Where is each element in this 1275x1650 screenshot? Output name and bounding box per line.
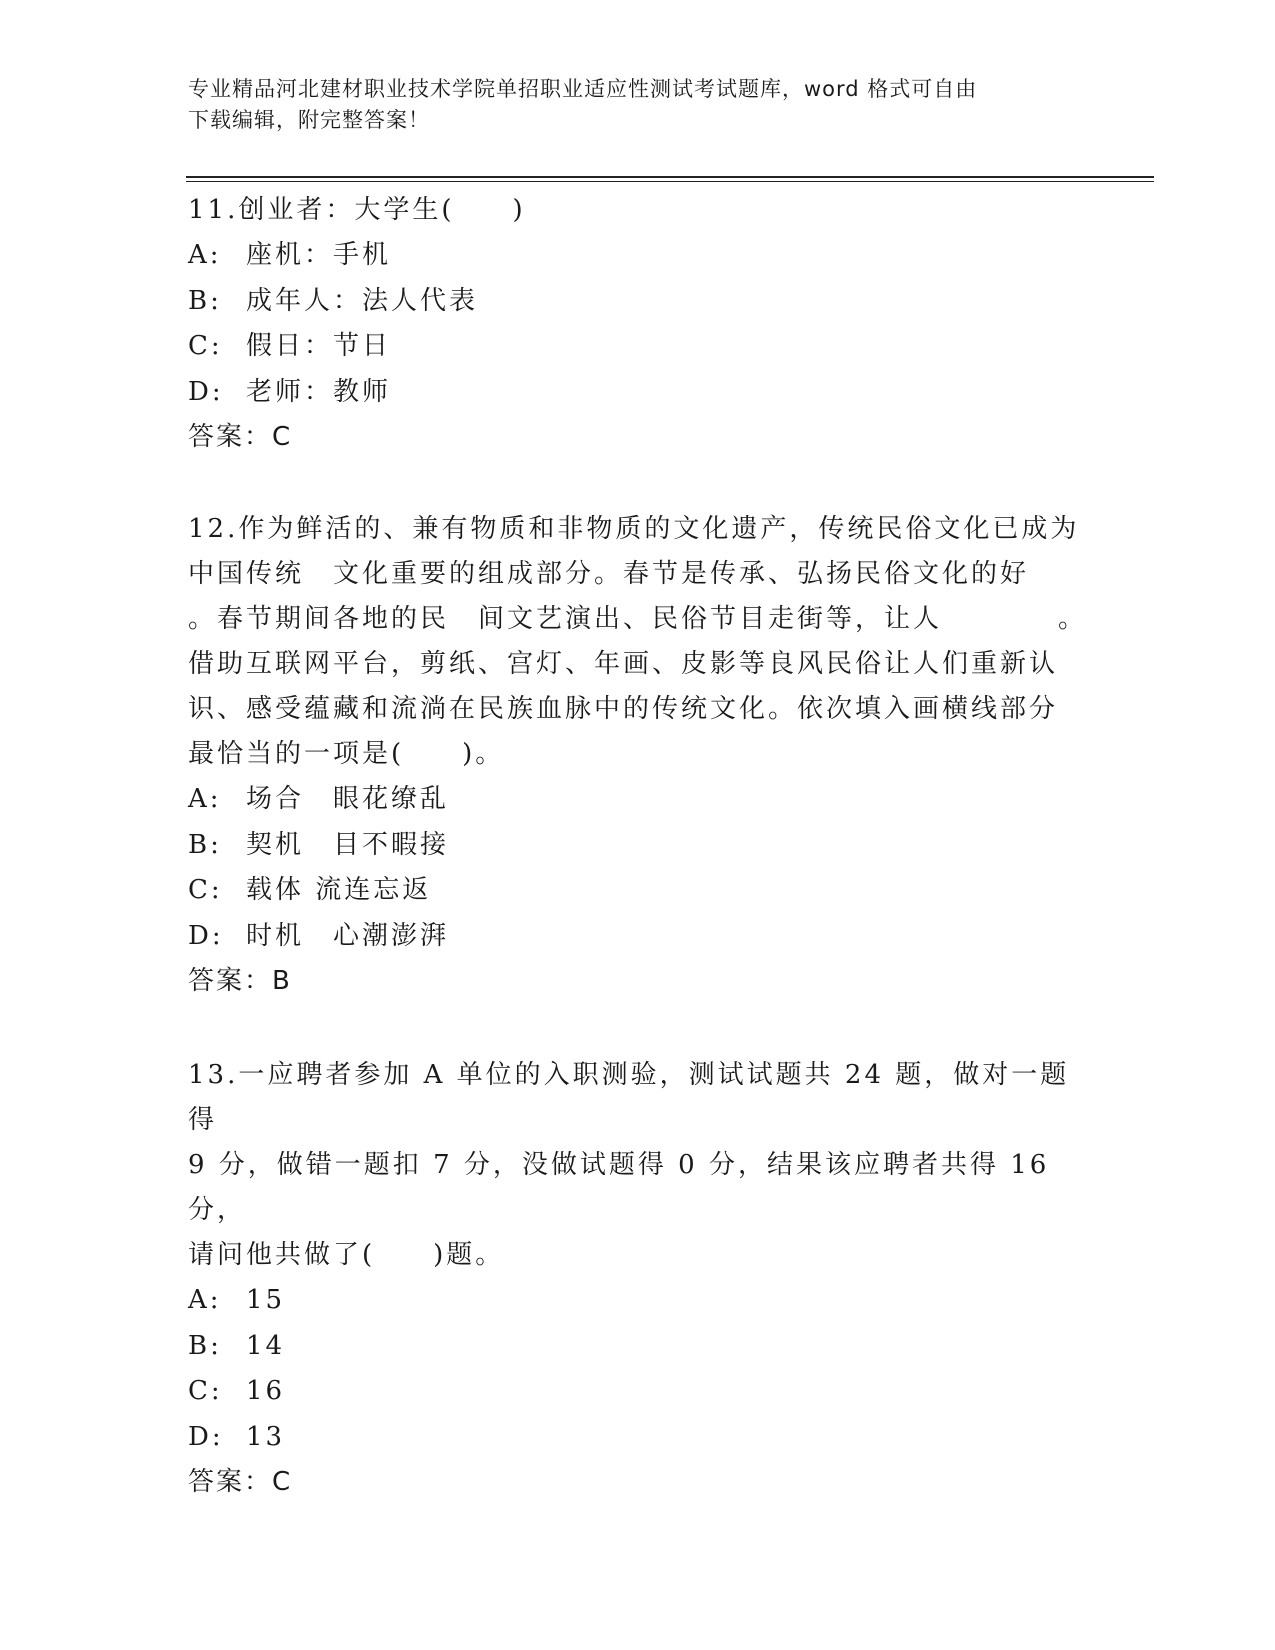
question-12 (188, 507, 1088, 1004)
option-text: 时机 心潮澎湃 (246, 920, 450, 951)
question-stem-line: 中国传统 文化重要的组成部分。春节是传承、弘扬民俗文化的好 (188, 559, 1030, 589)
header-line-2: 下载编辑，附完整答案！ (188, 108, 430, 132)
question-stem-line: 9 分，做错一题扣 7 分，没做试题得 0 分，结果该应聘者共得 16 分， (188, 1150, 1061, 1225)
option-text: 16 (246, 1376, 286, 1406)
answer-line: 答案：C (188, 1467, 293, 1497)
option-text: 契机 目不暇接 (246, 829, 450, 860)
option-letter: D: (188, 920, 224, 951)
answer-line: 答案：C (188, 422, 293, 452)
question-stem-line: 13.一应聘者参加 A 单位的入职测验，测试试题共 24 题，做对一题得 (188, 1060, 1070, 1135)
option-text: 15 (246, 1285, 286, 1315)
option-text: 座机：手机 (246, 240, 392, 270)
option-d (188, 370, 1088, 416)
option-c (188, 324, 1088, 370)
option-letter: D: (188, 1421, 224, 1452)
option-letter: A: (188, 1285, 222, 1315)
option-letter: B: (188, 829, 222, 860)
option-letter: D: (188, 376, 224, 407)
option-d (188, 1415, 1088, 1461)
option-text: 载体 流连忘返 (246, 875, 432, 905)
option-text: 成年人：法人代表 (246, 285, 479, 316)
question-stem-line: 识、感受蕴藏和流淌在民族血脉中的传统文化。依次填入画横线部分 (188, 694, 1059, 724)
option-letter: C: (188, 1376, 223, 1406)
option-c (188, 868, 1088, 914)
option-letter: B: (188, 1330, 222, 1361)
option-text: 老师：教师 (246, 376, 392, 407)
option-a (188, 1278, 1088, 1324)
option-a (188, 777, 1088, 823)
option-letter: A: (188, 784, 222, 814)
option-letter: C: (188, 875, 223, 905)
question-stem-line: 请问他共做了( )题。 (188, 1240, 505, 1270)
header-divider-thin (186, 181, 1154, 182)
option-c (188, 1369, 1088, 1415)
option-letter: A: (188, 240, 222, 270)
header-divider-thick (186, 176, 1154, 178)
option-b (188, 1324, 1088, 1370)
question-stem-line: 最恰当的一项是( )。 (188, 739, 505, 769)
question-stem-line: 12.作为鲜活的、兼有物质和非物质的文化遗产，传统民俗文化已成为 (188, 514, 1080, 544)
question-13 (188, 1053, 1088, 1505)
option-b (188, 823, 1088, 869)
option-a (188, 233, 1088, 279)
question-stem-line: 借助互联网平台，剪纸、宫灯、年画、皮影等良风民俗让人们重新认 (188, 649, 1059, 679)
question-stem-line: 。春节期间各地的民 间文艺演出、民俗节目走街等，让人 。 (188, 604, 1088, 634)
question-stem: 11.创业者：大学生( ) (188, 195, 526, 225)
option-text: 场合 眼花缭乱 (246, 784, 450, 814)
option-b (188, 279, 1088, 325)
answer-line: 答案：B (188, 966, 292, 996)
option-text: 14 (246, 1330, 286, 1361)
header-line-1: 专业精品河北建材职业技术学院单招职业适应性测试考试题库，word 格式可自由 (188, 77, 978, 101)
option-d (188, 914, 1088, 960)
option-text: 假日：节日 (246, 331, 392, 361)
option-letter: B: (188, 285, 222, 316)
option-text: 13 (246, 1421, 286, 1452)
option-letter: C: (188, 331, 223, 361)
question-11 (188, 188, 1088, 460)
document-header (188, 74, 1078, 136)
